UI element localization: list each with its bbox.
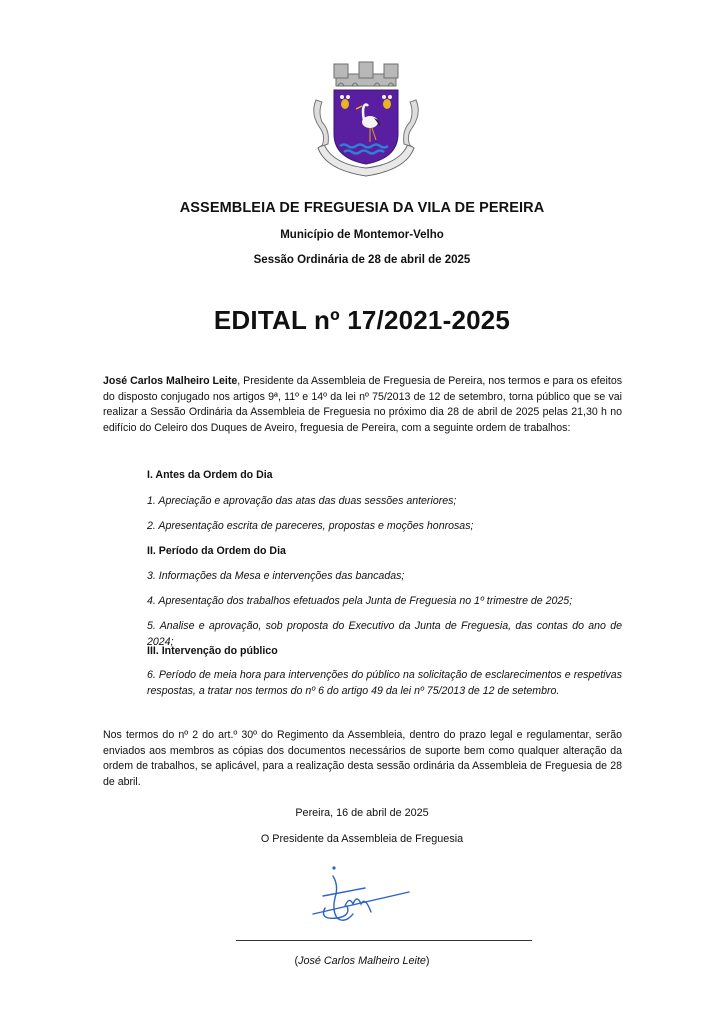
paren-close: ): [425, 955, 430, 967]
agenda-section: III. Intervenção do público: [147, 645, 278, 657]
session-heading: Sessão Ordinária de 28 de abril de 2025: [253, 254, 471, 266]
agenda-item: 1. Apreciação e aprovação das atas das duas sessões anteriores;: [147, 495, 457, 507]
intro-paragraph: [103, 374, 622, 436]
agenda-item: 5. Analise e aprovação, sob proposta do Executivo da Junta de Freguesia, das contas do ano de 2024;: [147, 620, 622, 648]
agenda-section: II. Período da Ordem do Dia: [147, 545, 286, 557]
president-name: José Carlos Malheiro Leite: [103, 375, 238, 387]
parish-coat-of-arms: [312, 60, 420, 180]
agenda-item: 3. Informações da Mesa e intervenções das bancadas;: [147, 570, 405, 582]
signatory-name-text: José Carlos Malheiro Leite: [298, 955, 426, 967]
signature-line: [236, 940, 532, 941]
municipality-heading: Município de Montemor-Velho: [280, 229, 444, 241]
agenda-item: 2. Apresentação escrita de pareceres, propostas e moções honrosas;: [147, 520, 474, 532]
assembly-heading: ASSEMBLEIA DE FREGUESIA DA VILA DE PEREIRA: [179, 200, 545, 216]
paren-open: (: [294, 955, 299, 967]
place-date: Pereira, 16 de abril de 2025: [295, 807, 429, 819]
edital-title: EDITAL nº 17/2021-2025: [213, 305, 511, 335]
mural-crown-icon: [334, 62, 398, 86]
signatory-name: [0, 955, 724, 967]
agenda-item: 4. Apresentação dos trabalhos efetuados pela Junta de Freguesia no 1º trimestre de 2025;: [147, 595, 573, 607]
closing-paragraph: Nos termos do nº 2 do art.º 30º do Regimento da Assembleia, dentro do prazo legal e regulamentar, serão enviados aos membros as cópias dos documentos necessários de suporte bem como qualquer alteração da ordem de trabalhos, se aplicável, para a realização desta sessão ordinária da Assembleia de Freguesia de 28 de abril.: [103, 729, 622, 788]
handwritten-signature: [305, 862, 415, 927]
intro-text: , Presidente da Assembleia de Freguesia de Pereira, nos termos e para os efeitos do disposto conjugado nos artigos 9ª, 11º e 14º da lei nº 75/2013 de 12 de setembro, torna público que se vai realizar a Sessão Ordinária da Assembleia de Freguesia no próximo dia 28 de abril de 2025 pelas 21,30 h no edifício do Celeiro dos Duques de Aveiro, freguesia de Pereira, com a seguinte ordem de trabalhos:: [103, 375, 623, 434]
agenda-item: 6. Período de meia hora para intervenções do público na solicitação de esclarecimentos e respetivas respostas, a tratar nos termos do nº 6 do artigo 49 da lei nº 75/2013 de 12 de setembro.: [147, 669, 622, 697]
signatory-role: O Presidente da Assembleia de Freguesia: [260, 833, 464, 845]
agenda-section: I. Antes da Ordem do Dia: [147, 469, 273, 481]
